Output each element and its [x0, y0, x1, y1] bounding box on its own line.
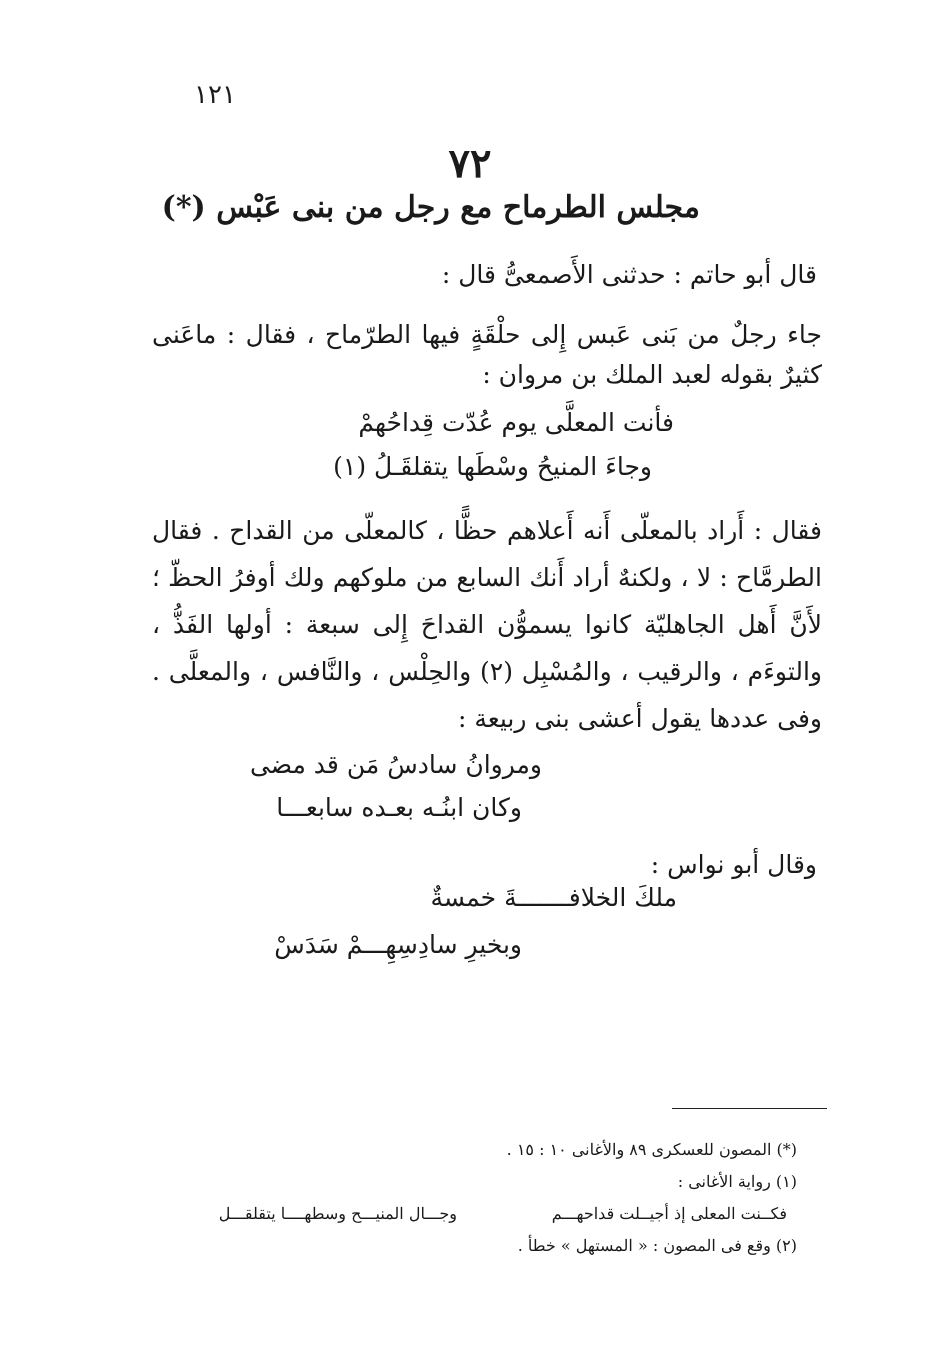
verse-3-hemistich-2: وبخيرِ سادِسِهِـــمْ سَدَسْ [274, 930, 522, 959]
verse-1-hemistich-2: وجاءَ المنيحُ وسْطَها يتقلقَـلُ (١) [333, 452, 652, 481]
verse-1-hemistich-1: فأنت المعلَّى يوم عُدّت قِداحُهمْ [358, 408, 674, 437]
paragraph-1: جاء رجلٌ من بَنى عَبس إِلى حلْقَةٍ فيها الطرّماح ، فقال : ماعَنى كثيرٌ بقوله لعبد الملك بن مروان : [152, 320, 822, 389]
footnote-1-label: (١) رواية الأغانى : [677, 1172, 797, 1191]
intro-line: قال أبو حاتم : حدثنى الأَصمعىُّ قال : [441, 260, 817, 289]
page-number: ١٢١ [194, 80, 236, 110]
chapter-number: ٧٢ [448, 140, 492, 187]
footnote-divider [672, 1108, 827, 1109]
footnote-1-verse-h2: وجـــال المنيـــح وسطهــــا يتقلقـــل [218, 1204, 457, 1223]
verse-2-hemistich-1: ومروانُ سادسُ مَن قد مضى [249, 750, 542, 779]
verse-3-hemistich-1: ملكَ الخلافـــــــةَ خمسةٌ [430, 883, 677, 912]
footnote-1-verse-h1: فكــنت المعلى إذ أجيــلت قداحهـــم [551, 1204, 787, 1223]
paragraph-3: وقال أبو نواس : [650, 850, 817, 879]
chapter-title: مجلس الطرماح مع رجل من بنى عَبْس (*) [161, 190, 700, 225]
verse-2-hemistich-2: وكان ابنُـه بعـده سابعـــا [276, 793, 522, 822]
footnote-2: (٢) وقع فى المصون : « المستهل » خطأ . [517, 1236, 797, 1255]
footnote-star: (*) المصون للعسكرى ٨٩ والأغانى ١٠ : ١٥ . [506, 1140, 797, 1159]
paragraph-2: فقال : أَراد بالمعلّى أَنه أَعلاهم حظًّا ، كالمعلّى من القداح . فقال الطرمَّاح : لا ، ولكنهٌ أراد أَنك السابع من ملوكهم ولك أوفرُ الحظّ ؛ لأَنَّ أَهل الجاهليّة كانوا يسموُّن القداحَ إِلى سبعة : أولها الفَذُّ ، والتوءَم ، والرقيب ، والمُسْبِل (٢) والحِلْس ، والنَّافس ، والمعلَّى . وفى عددها يقول أعشى بنى ربيعة : [152, 516, 822, 733]
